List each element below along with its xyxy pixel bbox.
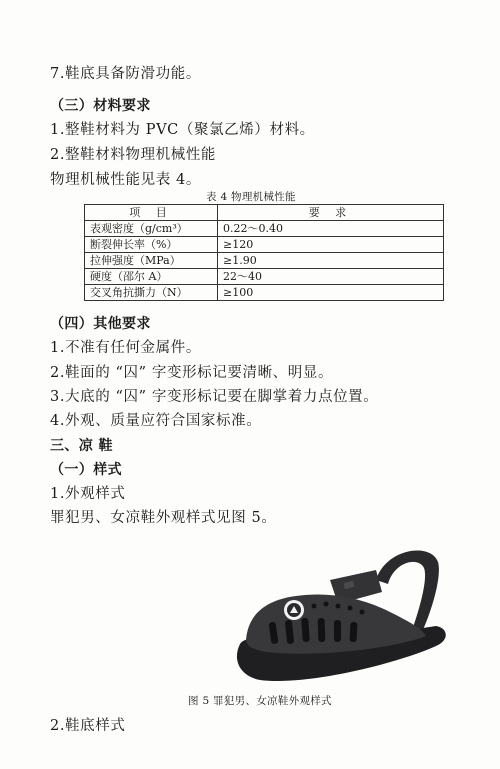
table-cell-value: 0.22～0.40 — [218, 221, 444, 237]
table-cell-value: 22～40 — [218, 269, 444, 285]
table-header-row — [85, 205, 444, 221]
heading-material-requirements: （三）材料要求 — [50, 98, 151, 114]
table-row — [85, 285, 444, 301]
table-row — [85, 269, 444, 285]
heading-other-requirements: （四）其他要求 — [50, 316, 151, 332]
table-cell-property: 硬度（邵尔 A） — [85, 269, 218, 285]
item-no-metal: 1.不准有任何金属件。 — [50, 340, 201, 356]
table-header-item: 项 目 — [85, 205, 218, 221]
table-cell-property: 表观密度（g/cm³） — [85, 221, 218, 237]
text-see-table-4: 物理机械性能见表 4。 — [50, 172, 201, 188]
table-row — [85, 253, 444, 269]
table-row — [85, 221, 444, 237]
figure-caption: 图 5 罪犯男、女凉鞋外观样式 — [188, 695, 332, 707]
table-cell-value: ≥120 — [218, 237, 444, 253]
sandal-figure — [226, 540, 454, 686]
table-cell-property: 断裂伸长率（%） — [85, 237, 218, 253]
item-physical-properties: 2.整鞋材料物理机械性能 — [50, 147, 217, 163]
item-national-standard: 4.外观、质量应符合国家标准。 — [50, 413, 262, 429]
item-material-pvc: 1.整鞋材料为 PVC（聚氯乙烯）材料。 — [50, 122, 315, 138]
heading-style: （一）样式 — [50, 462, 122, 478]
item-appearance-style: 1.外观样式 — [50, 486, 126, 502]
properties-table — [84, 204, 444, 301]
text-see-figure-5: 罪犯男、女凉鞋外观样式见图 5。 — [50, 510, 277, 526]
table-header-requirement: 要 求 — [218, 205, 444, 221]
item-anti-slip: 7.鞋底具备防滑功能。 — [50, 66, 201, 82]
item-sole-style: 2.鞋底样式 — [50, 718, 126, 734]
table-cell-property: 拉伸强度（MPa） — [85, 253, 218, 269]
sandal-illustration — [226, 540, 454, 686]
table-cell-property: 交叉角抗撕力（N） — [85, 285, 218, 301]
heading-sandals: 三、凉 鞋 — [50, 438, 113, 454]
item-upper-mark: 2.鞋面的 “囚” 字变形标记要清晰、明显。 — [50, 365, 334, 381]
table-row — [85, 237, 444, 253]
table-caption: 表 4 物理机械性能 — [206, 191, 296, 203]
table-cell-value: ≥1.90 — [218, 253, 444, 269]
item-sole-mark: 3.大底的 “囚” 字变形标记要在脚掌着力点位置。 — [50, 389, 379, 405]
table-cell-value: ≥100 — [218, 285, 444, 301]
